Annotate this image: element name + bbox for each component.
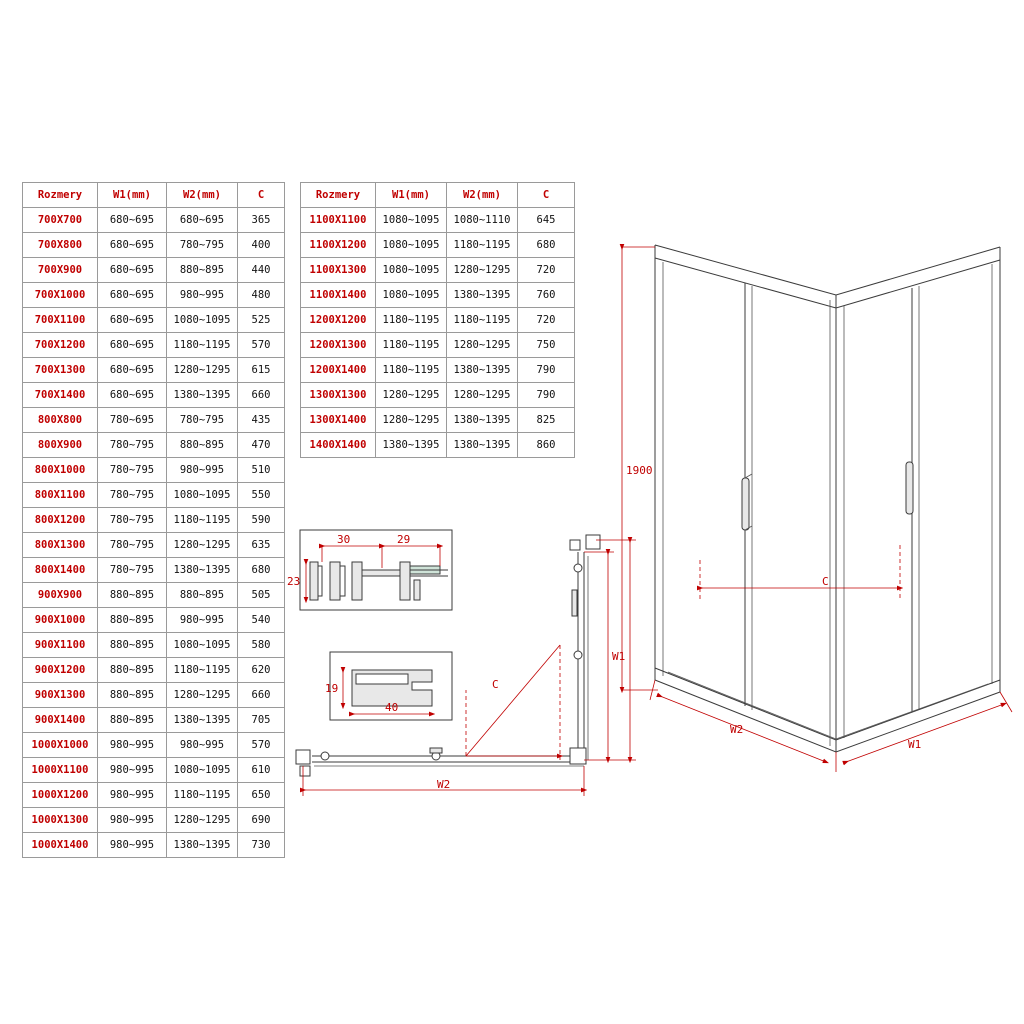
cell-c: 680	[518, 233, 575, 258]
detail-top-dim-29: 29	[397, 533, 411, 546]
cell-w1: 1180~1195	[376, 358, 447, 383]
cell-w2: 1380~1395	[167, 708, 238, 733]
cell-w1: 780~795	[98, 433, 167, 458]
cell-size: 1200X1400	[301, 358, 376, 383]
cell-w1: 880~895	[98, 658, 167, 683]
cell-size: 1000X1000	[23, 733, 98, 758]
cell-w2: 1380~1395	[167, 383, 238, 408]
cell-w2: 1080~1095	[167, 308, 238, 333]
cell-size: 1000X1400	[23, 833, 98, 858]
cell-w2: 1180~1195	[167, 783, 238, 808]
cell-w1: 980~995	[98, 783, 167, 808]
cell-w1: 880~895	[98, 608, 167, 633]
cell-w2: 980~995	[167, 733, 238, 758]
cell-size: 1000X1300	[23, 808, 98, 833]
cell-w2: 1280~1295	[167, 533, 238, 558]
cell-w2: 1380~1395	[447, 283, 518, 308]
cell-w1: 1180~1195	[376, 333, 447, 358]
cell-w2: 1080~1095	[167, 758, 238, 783]
cell-c: 720	[518, 308, 575, 333]
cell-c: 570	[238, 333, 285, 358]
cell-w2: 1280~1295	[167, 358, 238, 383]
cell-w2: 1080~1095	[167, 483, 238, 508]
cell-w1: 980~995	[98, 733, 167, 758]
cell-w1: 680~695	[98, 283, 167, 308]
cell-w1: 680~695	[98, 258, 167, 283]
cell-w1: 880~895	[98, 708, 167, 733]
cell-size: 1100X1400	[301, 283, 376, 308]
cell-w2: 1380~1395	[167, 833, 238, 858]
plan-label-w1: W1	[612, 650, 626, 663]
detail-top-dim-23: 23	[287, 575, 301, 588]
cell-size: 1100X1300	[301, 258, 376, 283]
isometric-view	[622, 245, 1012, 772]
cell-size: 1000X1100	[23, 758, 98, 783]
cell-w2: 980~995	[167, 458, 238, 483]
cell-w2: 1380~1395	[447, 408, 518, 433]
iso-dim-height: 1900	[626, 464, 653, 477]
cell-w2: 880~895	[167, 583, 238, 608]
cell-w1: 1180~1195	[376, 308, 447, 333]
iso-label-w2: W2	[730, 723, 744, 736]
cell-w1: 880~895	[98, 583, 167, 608]
cell-w2: 1180~1195	[167, 508, 238, 533]
cell-c: 480	[238, 283, 285, 308]
cell-size: 700X1300	[23, 358, 98, 383]
detail-bottom-dim-40: 40	[385, 701, 399, 714]
cell-size: 700X800	[23, 233, 98, 258]
cell-size: 900X1100	[23, 633, 98, 658]
cell-w1: 1380~1395	[376, 433, 447, 458]
cell-size: 1100X1200	[301, 233, 376, 258]
cell-c: 510	[238, 458, 285, 483]
cell-size: 1000X1200	[23, 783, 98, 808]
cell-c: 580	[238, 633, 285, 658]
cell-size: 800X1400	[23, 558, 98, 583]
cell-size: 1200X1300	[301, 333, 376, 358]
col-header-w2: W2(mm)	[447, 183, 518, 208]
cell-size: 1300X1400	[301, 408, 376, 433]
cell-c: 660	[238, 683, 285, 708]
cell-w2: 1280~1295	[447, 333, 518, 358]
cell-w1: 980~995	[98, 758, 167, 783]
cell-w1: 780~695	[98, 408, 167, 433]
cell-c: 650	[238, 783, 285, 808]
cell-w2: 1180~1195	[167, 333, 238, 358]
cell-c: 505	[238, 583, 285, 608]
cell-w1: 680~695	[98, 308, 167, 333]
cell-size: 900X1000	[23, 608, 98, 633]
cell-w1: 680~695	[98, 358, 167, 383]
cell-size: 800X800	[23, 408, 98, 433]
iso-label-c: C	[822, 575, 829, 588]
cell-c: 750	[518, 333, 575, 358]
cell-c: 550	[238, 483, 285, 508]
cell-w2: 1280~1295	[447, 383, 518, 408]
cell-c: 860	[518, 433, 575, 458]
cell-c: 790	[518, 358, 575, 383]
cell-w2: 980~995	[167, 283, 238, 308]
cell-size: 800X1100	[23, 483, 98, 508]
cell-c: 440	[238, 258, 285, 283]
col-header-c: C	[518, 183, 575, 208]
cell-w2: 780~795	[167, 408, 238, 433]
cell-w2: 1380~1395	[447, 358, 518, 383]
cell-w1: 680~695	[98, 233, 167, 258]
cell-size: 900X1300	[23, 683, 98, 708]
cell-c: 400	[238, 233, 285, 258]
cell-c: 635	[238, 533, 285, 558]
cell-w1: 780~795	[98, 483, 167, 508]
cell-size: 700X1100	[23, 308, 98, 333]
cell-size: 700X700	[23, 208, 98, 233]
col-header-w1: W1(mm)	[98, 183, 167, 208]
cell-c: 590	[238, 508, 285, 533]
cell-w2: 1180~1195	[447, 308, 518, 333]
cell-w2: 1280~1295	[167, 683, 238, 708]
cell-c: 570	[238, 733, 285, 758]
cell-size: 700X1400	[23, 383, 98, 408]
cell-c: 690	[238, 808, 285, 833]
cell-w1: 1280~1295	[376, 408, 447, 433]
cell-size: 900X1400	[23, 708, 98, 733]
cell-w1: 680~695	[98, 333, 167, 358]
col-header-rozmery: Rozmery	[301, 183, 376, 208]
cell-w2: 880~895	[167, 258, 238, 283]
cell-size: 1200X1200	[301, 308, 376, 333]
cell-w1: 780~795	[98, 458, 167, 483]
cell-c: 720	[518, 258, 575, 283]
cell-size: 800X900	[23, 433, 98, 458]
cell-c: 620	[238, 658, 285, 683]
cell-w1: 880~895	[98, 633, 167, 658]
cell-c: 680	[238, 558, 285, 583]
cell-c: 645	[518, 208, 575, 233]
col-header-c: C	[238, 183, 285, 208]
cell-size: 900X900	[23, 583, 98, 608]
plan-label-c: C	[492, 678, 499, 691]
cell-size: 700X1200	[23, 333, 98, 358]
cell-w2: 1180~1195	[167, 658, 238, 683]
detail-top-profile	[287, 530, 452, 610]
cell-w1: 980~995	[98, 808, 167, 833]
cell-w1: 1080~1095	[376, 258, 447, 283]
cell-size: 700X900	[23, 258, 98, 283]
cell-size: 1300X1300	[301, 383, 376, 408]
col-header-rozmery: Rozmery	[23, 183, 98, 208]
cell-w2: 780~795	[167, 233, 238, 258]
cell-w1: 780~795	[98, 533, 167, 558]
cell-size: 800X1000	[23, 458, 98, 483]
col-header-w1: W1(mm)	[376, 183, 447, 208]
cell-c: 660	[238, 383, 285, 408]
iso-label-w1: W1	[908, 738, 922, 751]
cell-w1: 880~895	[98, 683, 167, 708]
cell-c: 525	[238, 308, 285, 333]
cell-size: 1100X1100	[301, 208, 376, 233]
cell-c: 435	[238, 408, 285, 433]
cell-c: 705	[238, 708, 285, 733]
cell-w2: 980~995	[167, 608, 238, 633]
cell-c: 730	[238, 833, 285, 858]
cell-size: 1400X1400	[301, 433, 376, 458]
cell-w2: 1280~1295	[167, 808, 238, 833]
detail-bottom-dim-19: 19	[325, 682, 339, 695]
cell-w1: 680~695	[98, 383, 167, 408]
cell-w2: 1080~1110	[447, 208, 518, 233]
cell-c: 760	[518, 283, 575, 308]
detail-bottom-profile	[325, 652, 452, 720]
cell-c: 790	[518, 383, 575, 408]
plan-label-w2: W2	[437, 778, 451, 791]
cell-w1: 1280~1295	[376, 383, 447, 408]
cell-c: 825	[518, 408, 575, 433]
cell-w1: 780~795	[98, 558, 167, 583]
cell-size: 700X1000	[23, 283, 98, 308]
cell-c: 470	[238, 433, 285, 458]
cell-c: 365	[238, 208, 285, 233]
detail-top-dim-30: 30	[337, 533, 351, 546]
cell-w2: 1380~1395	[167, 558, 238, 583]
cell-w2: 1380~1395	[447, 433, 518, 458]
cell-w1: 780~795	[98, 508, 167, 533]
cell-size: 800X1300	[23, 533, 98, 558]
cell-w1: 1080~1095	[376, 208, 447, 233]
cell-w2: 880~895	[167, 433, 238, 458]
cell-w2: 1080~1095	[167, 633, 238, 658]
cell-size: 900X1200	[23, 658, 98, 683]
cell-w2: 1280~1295	[447, 258, 518, 283]
cell-c: 540	[238, 608, 285, 633]
cell-w2: 1180~1195	[447, 233, 518, 258]
cell-w2: 680~695	[167, 208, 238, 233]
cell-w1: 680~695	[98, 208, 167, 233]
cell-c: 615	[238, 358, 285, 383]
cell-size: 800X1200	[23, 508, 98, 533]
cell-c: 610	[238, 758, 285, 783]
col-header-w2: W2(mm)	[167, 183, 238, 208]
cell-w1: 980~995	[98, 833, 167, 858]
cell-w1: 1080~1095	[376, 233, 447, 258]
cell-w1: 1080~1095	[376, 283, 447, 308]
